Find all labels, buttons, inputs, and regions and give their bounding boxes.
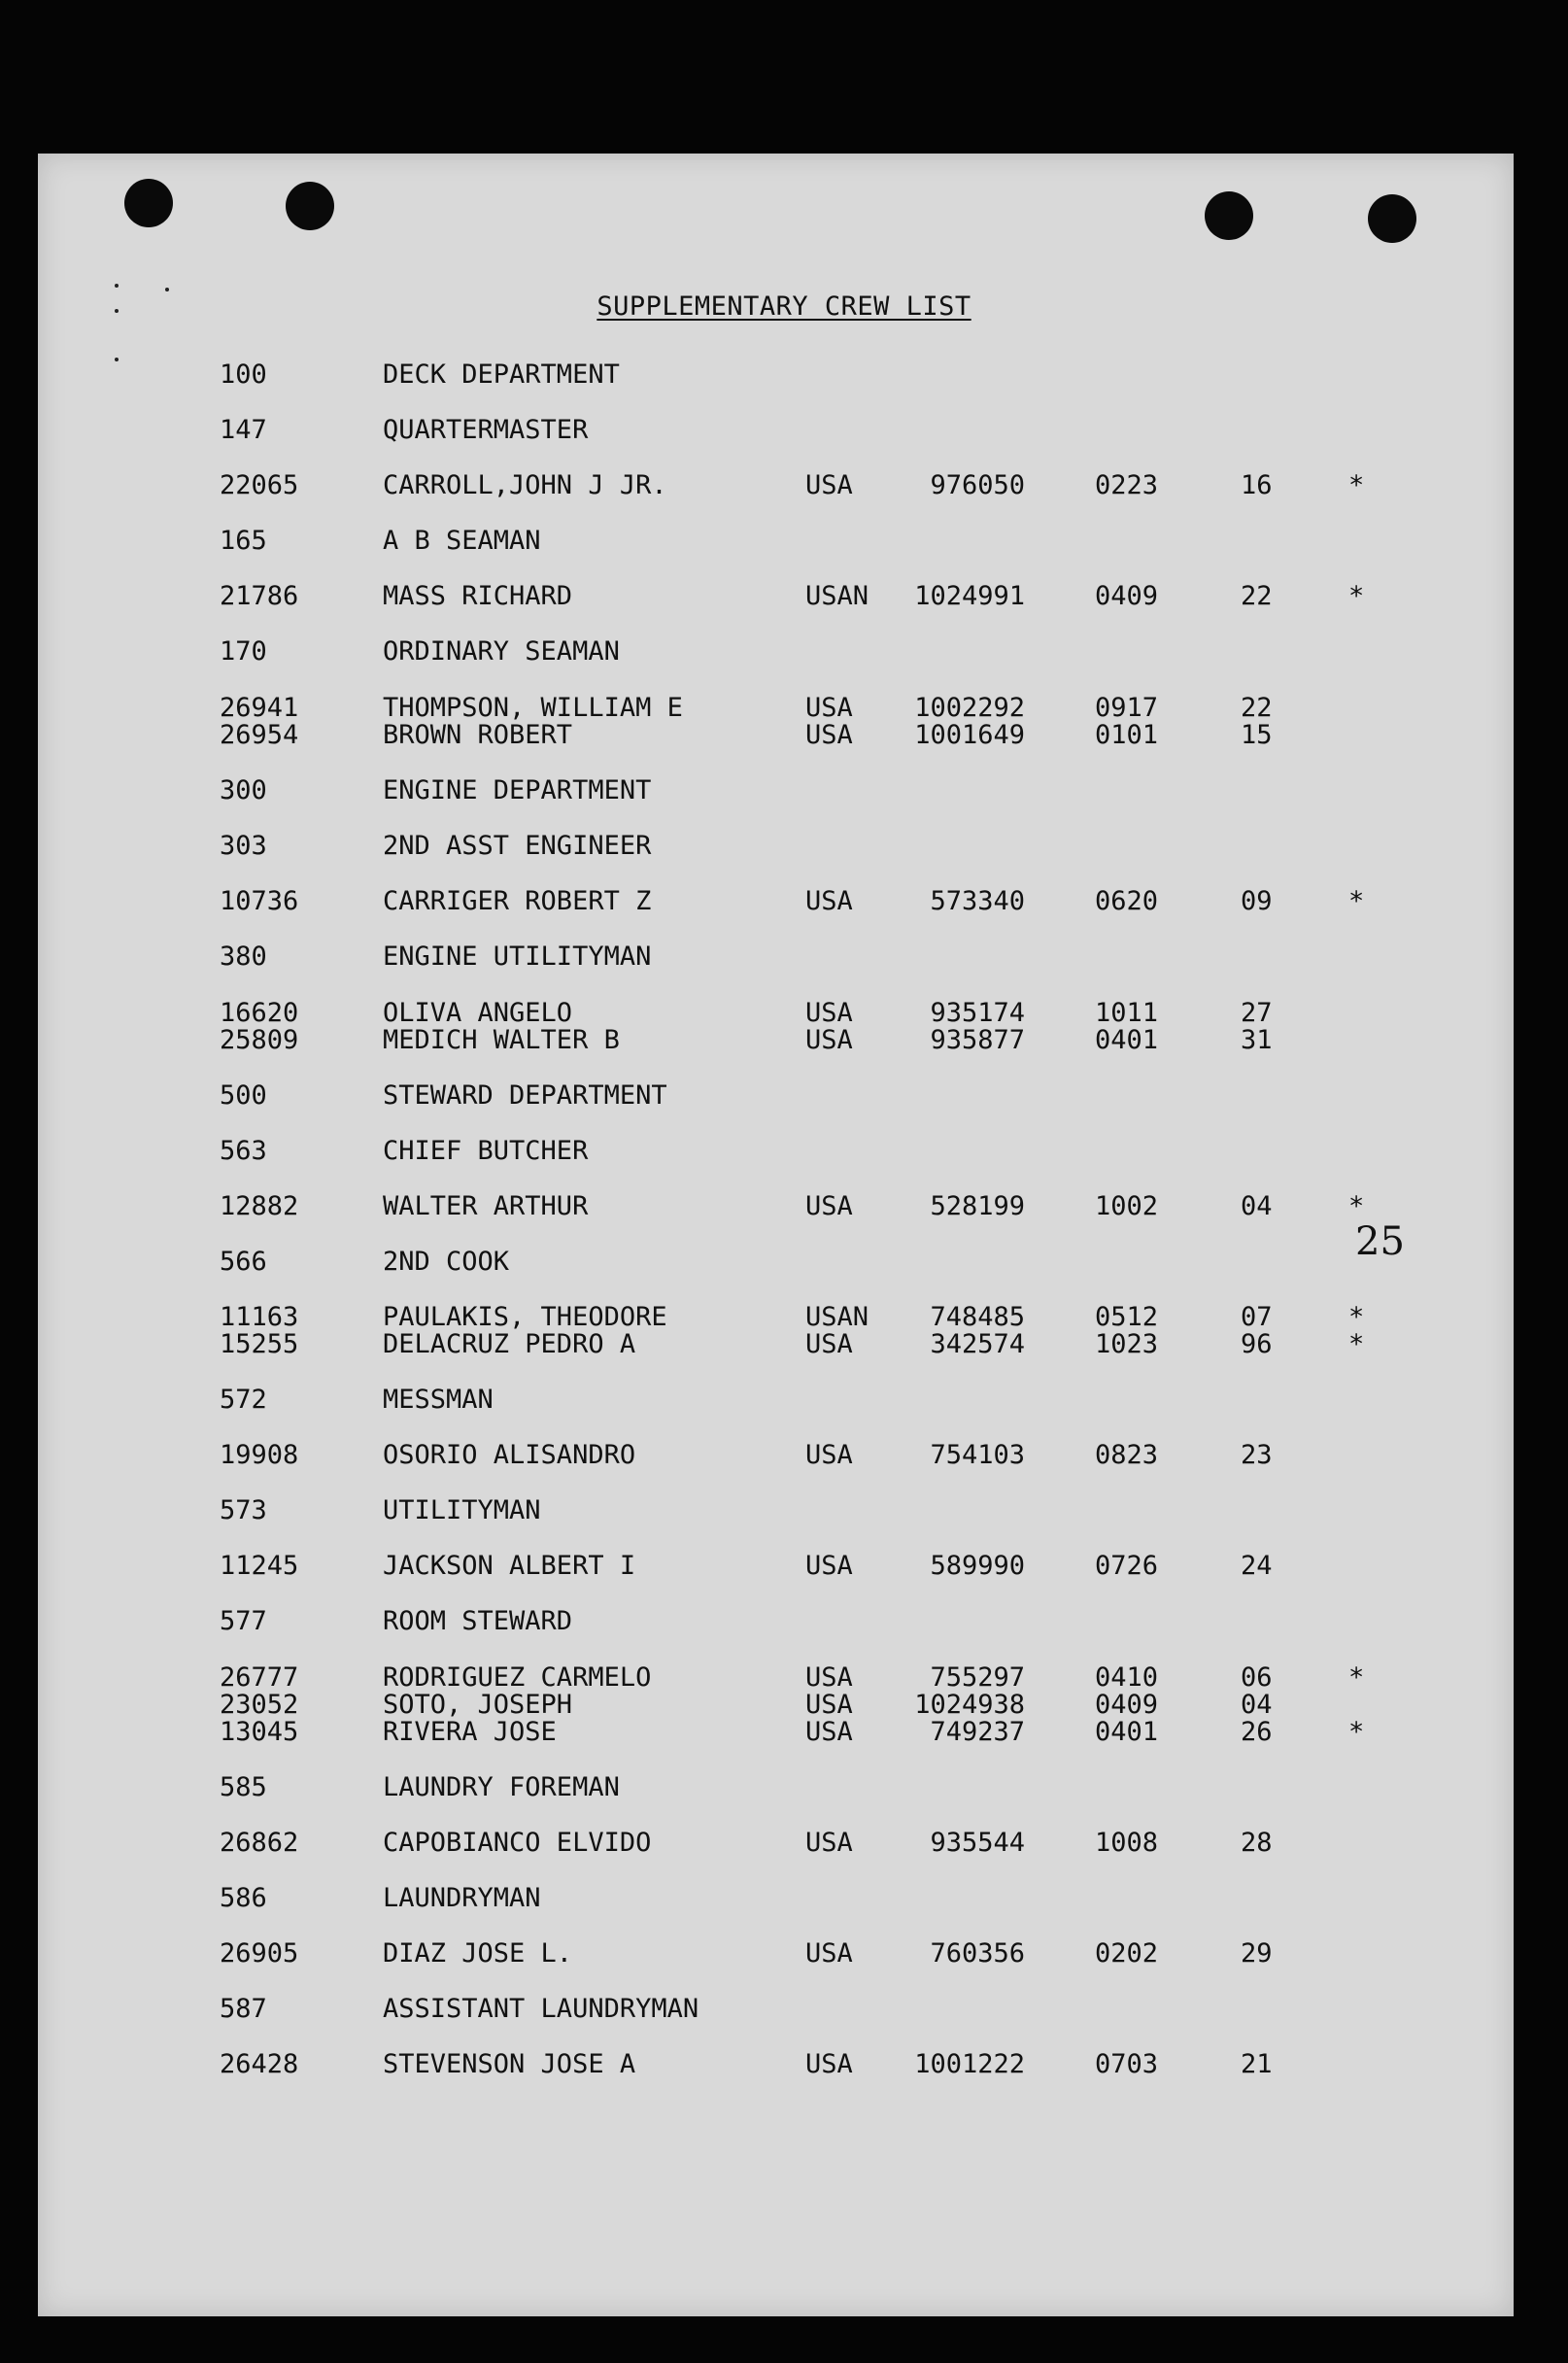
entry-age: 24 [1241, 1551, 1273, 1581]
entry-name: OSORIO ALISANDRO [383, 1440, 636, 1470]
entry-age: 29 [1241, 1938, 1273, 1969]
entry-code: 12882 [220, 1191, 299, 1221]
section-header-row [0, 1136, 1568, 1167]
entry-number: 749237 [930, 1717, 1025, 1747]
entry-code: 26862 [220, 1828, 299, 1858]
section-code: 300 [220, 775, 267, 805]
crew-entry-row [0, 2049, 1568, 2080]
section-title: ASSISTANT LAUNDRYMAN [383, 1994, 699, 2024]
crew-entry-row [0, 1025, 1568, 1056]
speck [115, 284, 119, 288]
entry-number: 528199 [930, 1191, 1025, 1221]
section-header-row [0, 1495, 1568, 1526]
entry-date: 0202 [1095, 1938, 1159, 1969]
entry-date: 0917 [1095, 693, 1159, 723]
entry-date: 0401 [1095, 1025, 1159, 1055]
entry-name: DIAZ JOSE L. [383, 1938, 573, 1969]
entry-name: CAPOBIANCO ELVIDO [383, 1828, 652, 1858]
section-header-row [0, 1883, 1568, 1914]
section-title: STEWARD DEPARTMENT [383, 1080, 667, 1111]
entry-name: OLIVA ANGELO [383, 998, 573, 1028]
entry-age: 06 [1241, 1662, 1273, 1693]
punch-hole [1368, 194, 1416, 243]
entry-age: 15 [1241, 720, 1273, 750]
section-header-row [0, 775, 1568, 806]
entry-name: CARROLL,JOHN J JR. [383, 470, 667, 500]
entry-code: 26428 [220, 2049, 299, 2079]
section-header-row [0, 360, 1568, 391]
entry-age: 22 [1241, 693, 1273, 723]
entry-date: 0409 [1095, 581, 1159, 611]
section-code: 585 [220, 1772, 267, 1802]
section-header-row [0, 942, 1568, 973]
page-number: 25 [1355, 1219, 1405, 1264]
entry-date: 0101 [1095, 720, 1159, 750]
entry-age: 26 [1241, 1717, 1273, 1747]
section-title: UTILITYMAN [383, 1495, 541, 1525]
section-code: 572 [220, 1385, 267, 1415]
section-code: 500 [220, 1080, 267, 1111]
entry-name: SOTO, JOSEPH [383, 1690, 573, 1720]
entry-date: 0823 [1095, 1440, 1159, 1470]
entry-mark: * [1348, 1662, 1365, 1693]
entry-date: 1008 [1095, 1828, 1159, 1858]
entry-nationality: USA [805, 1191, 853, 1221]
crew-entry-row [0, 470, 1568, 501]
entry-date: 1002 [1095, 1191, 1159, 1221]
entry-code: 21786 [220, 581, 299, 611]
entry-age: 09 [1241, 886, 1273, 916]
entry-age: 21 [1241, 2049, 1273, 2079]
entry-age: 04 [1241, 1191, 1273, 1221]
entry-code: 26954 [220, 720, 299, 750]
entry-mark: * [1348, 1717, 1365, 1747]
entry-date: 0401 [1095, 1717, 1159, 1747]
section-header-row [0, 1247, 1568, 1278]
crew-entry-row [0, 1551, 1568, 1582]
section-code: 586 [220, 1883, 267, 1913]
section-code: 573 [220, 1495, 267, 1525]
entry-name: CARRIGER ROBERT Z [383, 886, 652, 916]
entry-nationality: USA [805, 886, 853, 916]
crew-entry-row [0, 1717, 1568, 1748]
entry-mark: * [1348, 470, 1365, 500]
section-header-row [0, 1080, 1568, 1112]
entry-nationality: USA [805, 998, 853, 1028]
crew-entry-row [0, 1440, 1568, 1471]
section-title: 2ND COOK [383, 1247, 510, 1277]
section-title: ENGINE UTILITYMAN [383, 942, 652, 972]
section-title: QUARTERMASTER [383, 415, 589, 445]
section-code: 563 [220, 1136, 267, 1166]
entry-nationality: USA [805, 1828, 853, 1858]
entry-code: 15255 [220, 1329, 299, 1359]
entry-code: 19908 [220, 1440, 299, 1470]
entry-mark: * [1348, 1191, 1365, 1221]
entry-age: 23 [1241, 1440, 1273, 1470]
entry-name: WALTER ARTHUR [383, 1191, 589, 1221]
entry-number: 1001222 [914, 2049, 1025, 2079]
section-code: 170 [220, 636, 267, 667]
entry-number: 760356 [930, 1938, 1025, 1969]
punch-hole [1205, 191, 1253, 240]
entry-nationality: USA [805, 470, 853, 500]
entry-date: 0703 [1095, 2049, 1159, 2079]
entry-number: 748485 [930, 1302, 1025, 1332]
entry-number: 976050 [930, 470, 1025, 500]
entry-age: 27 [1241, 998, 1273, 1028]
entry-mark: * [1348, 581, 1365, 611]
entry-code: 10736 [220, 886, 299, 916]
entry-nationality: USA [805, 1938, 853, 1969]
section-code: 165 [220, 526, 267, 556]
section-header-row [0, 1772, 1568, 1803]
entry-code: 11163 [220, 1302, 299, 1332]
entry-code: 11245 [220, 1551, 299, 1581]
entry-code: 22065 [220, 470, 299, 500]
section-header-row [0, 415, 1568, 446]
entry-date: 0409 [1095, 1690, 1159, 1720]
entry-mark: * [1348, 1329, 1365, 1359]
entry-number: 1024938 [914, 1690, 1025, 1720]
entry-name: BROWN ROBERT [383, 720, 573, 750]
entry-code: 26905 [220, 1938, 299, 1969]
entry-name: RODRIGUEZ CARMELO [383, 1662, 652, 1693]
crew-entry-row [0, 886, 1568, 917]
entry-date: 0620 [1095, 886, 1159, 916]
entry-date: 0223 [1095, 470, 1159, 500]
section-header-row [0, 1385, 1568, 1416]
crew-entry-row [0, 720, 1568, 751]
entry-name: STEVENSON JOSE A [383, 2049, 636, 2079]
entry-nationality: USA [805, 1662, 853, 1693]
section-code: 303 [220, 831, 267, 861]
entry-code: 26777 [220, 1662, 299, 1693]
entry-nationality: USA [805, 1551, 853, 1581]
section-code: 100 [220, 360, 267, 390]
entry-age: 07 [1241, 1302, 1273, 1332]
entry-number: 935174 [930, 998, 1025, 1028]
entry-name: RIVERA JOSE [383, 1717, 557, 1747]
section-title: 2ND ASST ENGINEER [383, 831, 652, 861]
entry-code: 13045 [220, 1717, 299, 1747]
entry-number: 1024991 [914, 581, 1025, 611]
section-title: ENGINE DEPARTMENT [383, 775, 652, 805]
section-code: 566 [220, 1247, 267, 1277]
section-header-row [0, 831, 1568, 862]
entry-number: 1002292 [914, 693, 1025, 723]
entry-nationality: USAN [805, 1302, 869, 1332]
section-code: 577 [220, 1606, 267, 1636]
entry-number: 935544 [930, 1828, 1025, 1858]
entry-nationality: USA [805, 720, 853, 750]
entry-age: 28 [1241, 1828, 1273, 1858]
entry-nationality: USA [805, 693, 853, 723]
section-title: ROOM STEWARD [383, 1606, 573, 1636]
punch-hole [286, 182, 334, 230]
section-code: 147 [220, 415, 267, 445]
entry-date: 0726 [1095, 1551, 1159, 1581]
entry-nationality: USA [805, 1329, 853, 1359]
entry-nationality: USA [805, 1025, 853, 1055]
section-title: LAUNDRYMAN [383, 1883, 541, 1913]
section-header-row [0, 1606, 1568, 1637]
section-title: MESSMAN [383, 1385, 494, 1415]
entry-number: 589990 [930, 1551, 1025, 1581]
entry-date: 0512 [1095, 1302, 1159, 1332]
crew-entry-row [0, 581, 1568, 612]
entry-nationality: USAN [805, 581, 869, 611]
entry-name: PAULAKIS, THEODORE [383, 1302, 667, 1332]
entry-number: 573340 [930, 886, 1025, 916]
entry-nationality: USA [805, 1690, 853, 1720]
section-header-row [0, 636, 1568, 668]
crew-entry-row [0, 1828, 1568, 1859]
entry-mark: * [1348, 1302, 1365, 1332]
section-code: 587 [220, 1994, 267, 2024]
entry-name: MASS RICHARD [383, 581, 573, 611]
section-header-row [0, 526, 1568, 557]
entry-code: 25809 [220, 1025, 299, 1055]
document-title: SUPPLEMENTARY CREW LIST [597, 291, 971, 322]
section-code: 380 [220, 942, 267, 972]
section-title: ORDINARY SEAMAN [383, 636, 620, 667]
section-title: DECK DEPARTMENT [383, 360, 620, 390]
entry-date: 1011 [1095, 998, 1159, 1028]
entry-age: 31 [1241, 1025, 1273, 1055]
entry-number: 754103 [930, 1440, 1025, 1470]
entry-name: THOMPSON, WILLIAM E [383, 693, 683, 723]
section-title: A B SEAMAN [383, 526, 541, 556]
entry-number: 935877 [930, 1025, 1025, 1055]
section-title: CHIEF BUTCHER [383, 1136, 589, 1166]
entry-age: 96 [1241, 1329, 1273, 1359]
entry-code: 16620 [220, 998, 299, 1028]
section-header-row [0, 1994, 1568, 2025]
entry-name: DELACRUZ PEDRO A [383, 1329, 636, 1359]
entry-mark: * [1348, 886, 1365, 916]
entry-name: JACKSON ALBERT I [383, 1551, 636, 1581]
crew-entry-row [0, 1329, 1568, 1360]
entry-age: 04 [1241, 1690, 1273, 1720]
entry-name: MEDICH WALTER B [383, 1025, 620, 1055]
punch-hole [124, 179, 173, 227]
entry-date: 0410 [1095, 1662, 1159, 1693]
entry-nationality: USA [805, 1717, 853, 1747]
entry-number: 755297 [930, 1662, 1025, 1693]
crew-entry-row [0, 1191, 1568, 1222]
entry-code: 26941 [220, 693, 299, 723]
entry-age: 22 [1241, 581, 1273, 611]
entry-date: 1023 [1095, 1329, 1159, 1359]
entry-number: 342574 [930, 1329, 1025, 1359]
entry-number: 1001649 [914, 720, 1025, 750]
entry-age: 16 [1241, 470, 1273, 500]
entry-code: 23052 [220, 1690, 299, 1720]
entry-nationality: USA [805, 1440, 853, 1470]
crew-entry-row [0, 1938, 1568, 1969]
entry-nationality: USA [805, 2049, 853, 2079]
section-title: LAUNDRY FOREMAN [383, 1772, 620, 1802]
